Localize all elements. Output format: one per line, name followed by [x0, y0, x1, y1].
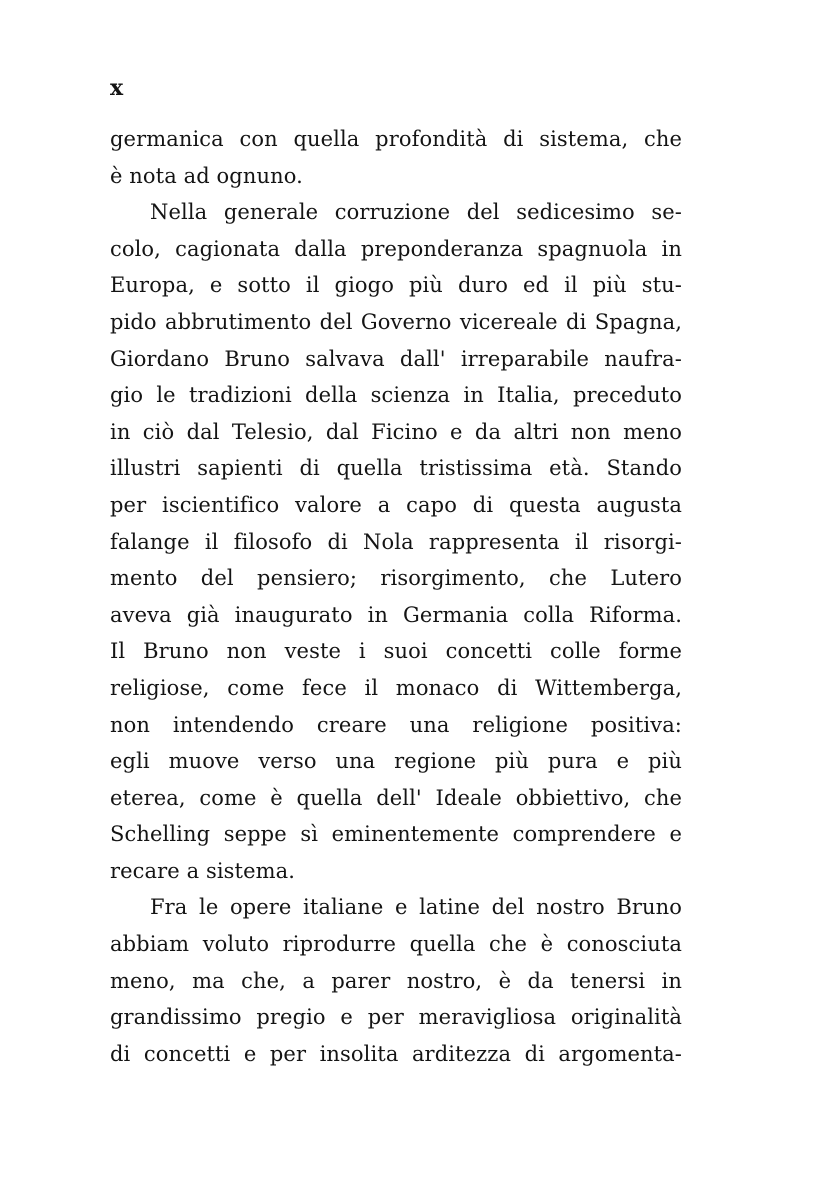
paragraph [110, 889, 682, 1072]
text-line: per iscientifico valore a capo di questa augusta [110, 492, 682, 517]
text-line: gio le tradizioni della scienza in Italia, preceduto [110, 383, 682, 408]
text-line: Il Bruno non veste i suoi concetti colle forme [110, 639, 682, 664]
text-line: è nota ad ognuno. [110, 163, 303, 188]
text-line: aveva già inaugurato in Germania colla Riforma. [110, 602, 682, 627]
text-line: recare a sistema. [110, 858, 296, 883]
paragraph [110, 121, 682, 194]
text-line: religiose, come fece il monaco di Wittemberga, [110, 675, 682, 700]
text-line: colo, cagionata dalla preponderanza spagnuola in [110, 236, 682, 261]
text-line: falange il filosofo di Nola rappresenta il risorgi- [110, 529, 682, 554]
page-number: x [110, 75, 124, 101]
text-line: Europa, e sotto il giogo più duro ed il più stu- [110, 273, 682, 298]
text-line: grandissimo pregio e per meravigliosa originalità [110, 1005, 682, 1030]
text-line: egli muove verso una regione più pura e più [110, 749, 682, 774]
text-line: pido abbrutimento del Governo vicereale di Spagna, [110, 309, 682, 334]
text-line: eterea, come è quella dell' Ideale obbiettivo, che [110, 785, 682, 810]
body-text [110, 121, 682, 1072]
text-line: Giordano Bruno salvava dall' irreparabile naufra- [110, 346, 682, 371]
text-line: mento del pensiero; risorgimento, che Lutero [110, 566, 682, 591]
text-line: abbiam voluto riprodurre quella che è conosciuta [110, 932, 682, 957]
text-line: Nella generale corruzione del sedicesimo se- [150, 200, 682, 225]
text-line: non intendendo creare una religione positiva: [110, 712, 682, 737]
text-line: Fra le opere italiane e latine del nostro Bruno [150, 895, 682, 920]
text-line: di concetti e per insolita arditezza di argomenta- [110, 1041, 682, 1066]
paragraph [110, 194, 682, 889]
text-line: germanica con quella profondità di sistema, che [110, 127, 682, 151]
text-line: Schelling seppe sì eminentemente comprendere e [110, 822, 682, 847]
text-line: in ciò dal Telesio, dal Ficino e da altri non meno [110, 419, 682, 444]
text-line: illustri sapienti di quella tristissima età. Stando [110, 456, 682, 481]
text-line: meno, ma che, a parer nostro, è da tenersi in [110, 968, 682, 993]
